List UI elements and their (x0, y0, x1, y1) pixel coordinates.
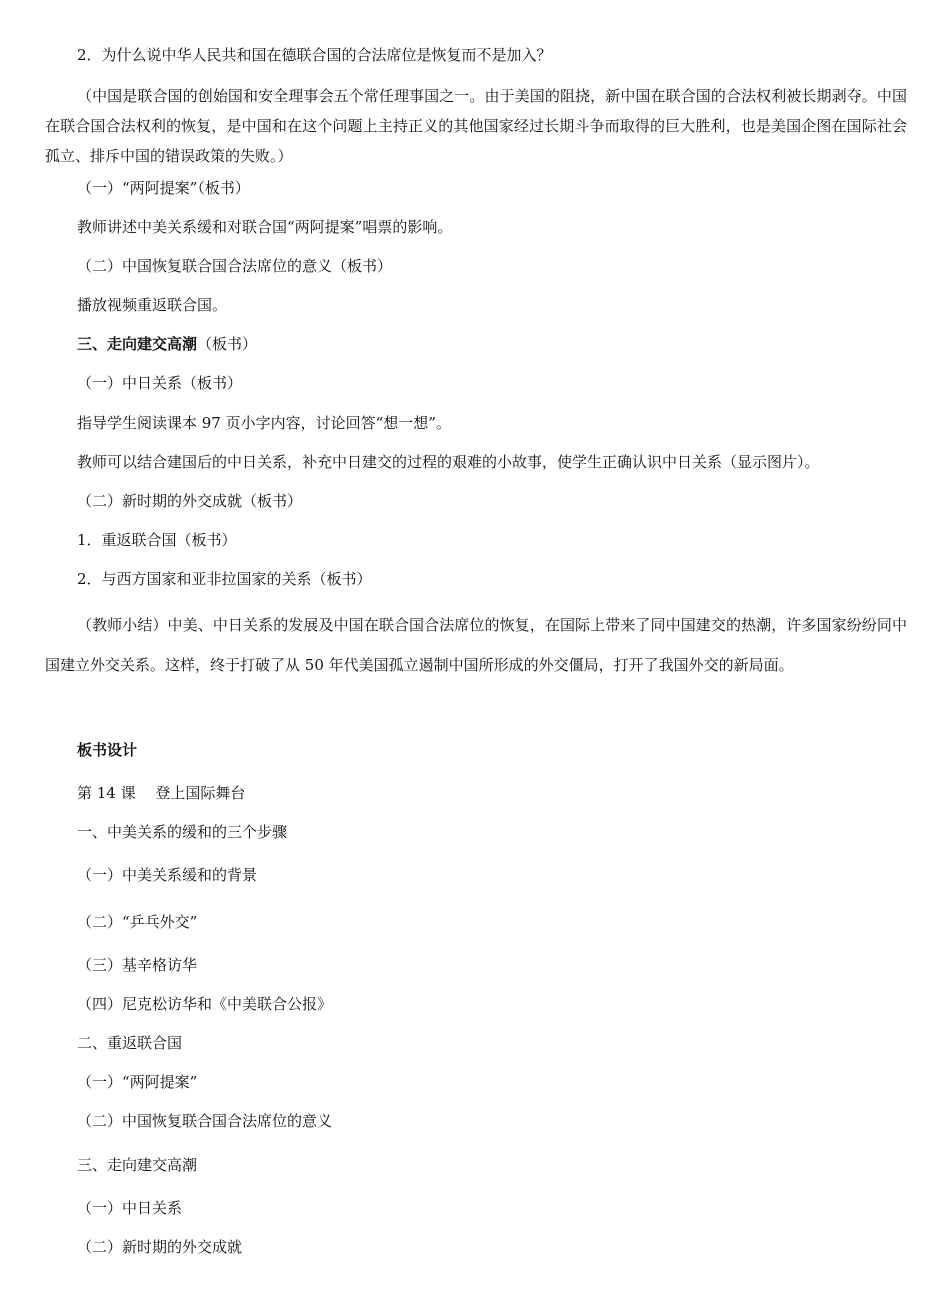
board-item: 一、中美关系的缓和的三个步骤 (77, 823, 288, 841)
board-item: （二）新时期的外交成就 (77, 1238, 243, 1256)
board-item: 三、走向建交高潮 (77, 1156, 198, 1174)
lesson-title: 第 14 课 登上国际舞台 (77, 784, 246, 802)
section-3-title: 三、走向建交高潮 (77, 335, 198, 353)
teacher-note-1: 教师讲述中美关系缓和对联合国“两阿提案”唱票的影响。 (77, 218, 453, 236)
board-item: （一）“两阿提案” (77, 1073, 198, 1091)
board-item: （三）基辛格访华 (77, 956, 198, 974)
board-design-heading: 板书设计 (77, 741, 138, 759)
guide-note: 指导学生阅读课本 97 页小字内容，讨论回答“想一想”。 (77, 414, 451, 432)
board-item: （二）“乒乓外交” (77, 913, 198, 931)
teacher-note-2: 教师可以结合建国后的中日关系，补充中日建交的过程的艰难的小故事，使学生正确认识中日关系（显示图片）。 (77, 453, 820, 471)
board-item: （一）中美关系缓和的背景 (77, 866, 258, 884)
point-1: 1．重返联合国（板书） (77, 531, 237, 549)
section-2-item-1: （一）“两阿提案”（板书） (77, 179, 250, 197)
section-3-item-2: （二）新时期的外交成就（板书） (77, 492, 303, 510)
video-note: 播放视频重返联合国。 (77, 296, 228, 314)
summary-paragraph: （教师小结）中美、中日关系的发展及中国在联合国合法席位的恢复，在国际上带来了同中国建交的热潮，许多国家纷纷同中国建立外交关系。这样，终于打破了从 50 年代美国孤立遏制中国所形成的外交僵局，打开了我国外交的新局面。 (45, 616, 907, 674)
section-3-heading (77, 334, 257, 354)
section-2-item-2: （二）中国恢复联合国合法席位的意义（板书） (77, 257, 393, 275)
section-3-item-1: （一）中日关系（板书） (77, 374, 243, 392)
board-item: （二）中国恢复联合国合法席位的意义 (77, 1112, 333, 1130)
question-2: 2．为什么说中华人民共和国在德联合国的合法席位是恢复而不是加入？ (77, 46, 552, 64)
point-2: 2．与西方国家和亚非拉国家的关系（板书） (77, 570, 372, 588)
board-item: 二、重返联合国 (77, 1034, 183, 1052)
section-3-title-note: （板书） (197, 335, 258, 353)
answer-paragraph: （中国是联合国的创始国和安全理事会五个常任理事国之一。由于美国的阻挠，新中国在联合国的合法权利被长期剥夺。中国在联合国合法权利的恢复，是中国和在这个问题上主持正义的其他国家经过长期斗争而取得的巨大胜利，也是美国企图在国际社会孤立、排斥中国的错误政策的失败。） (45, 87, 907, 165)
board-item: （一）中日关系 (77, 1199, 183, 1217)
board-item: （四）尼克松访华和《中美联合公报》 (77, 995, 333, 1013)
